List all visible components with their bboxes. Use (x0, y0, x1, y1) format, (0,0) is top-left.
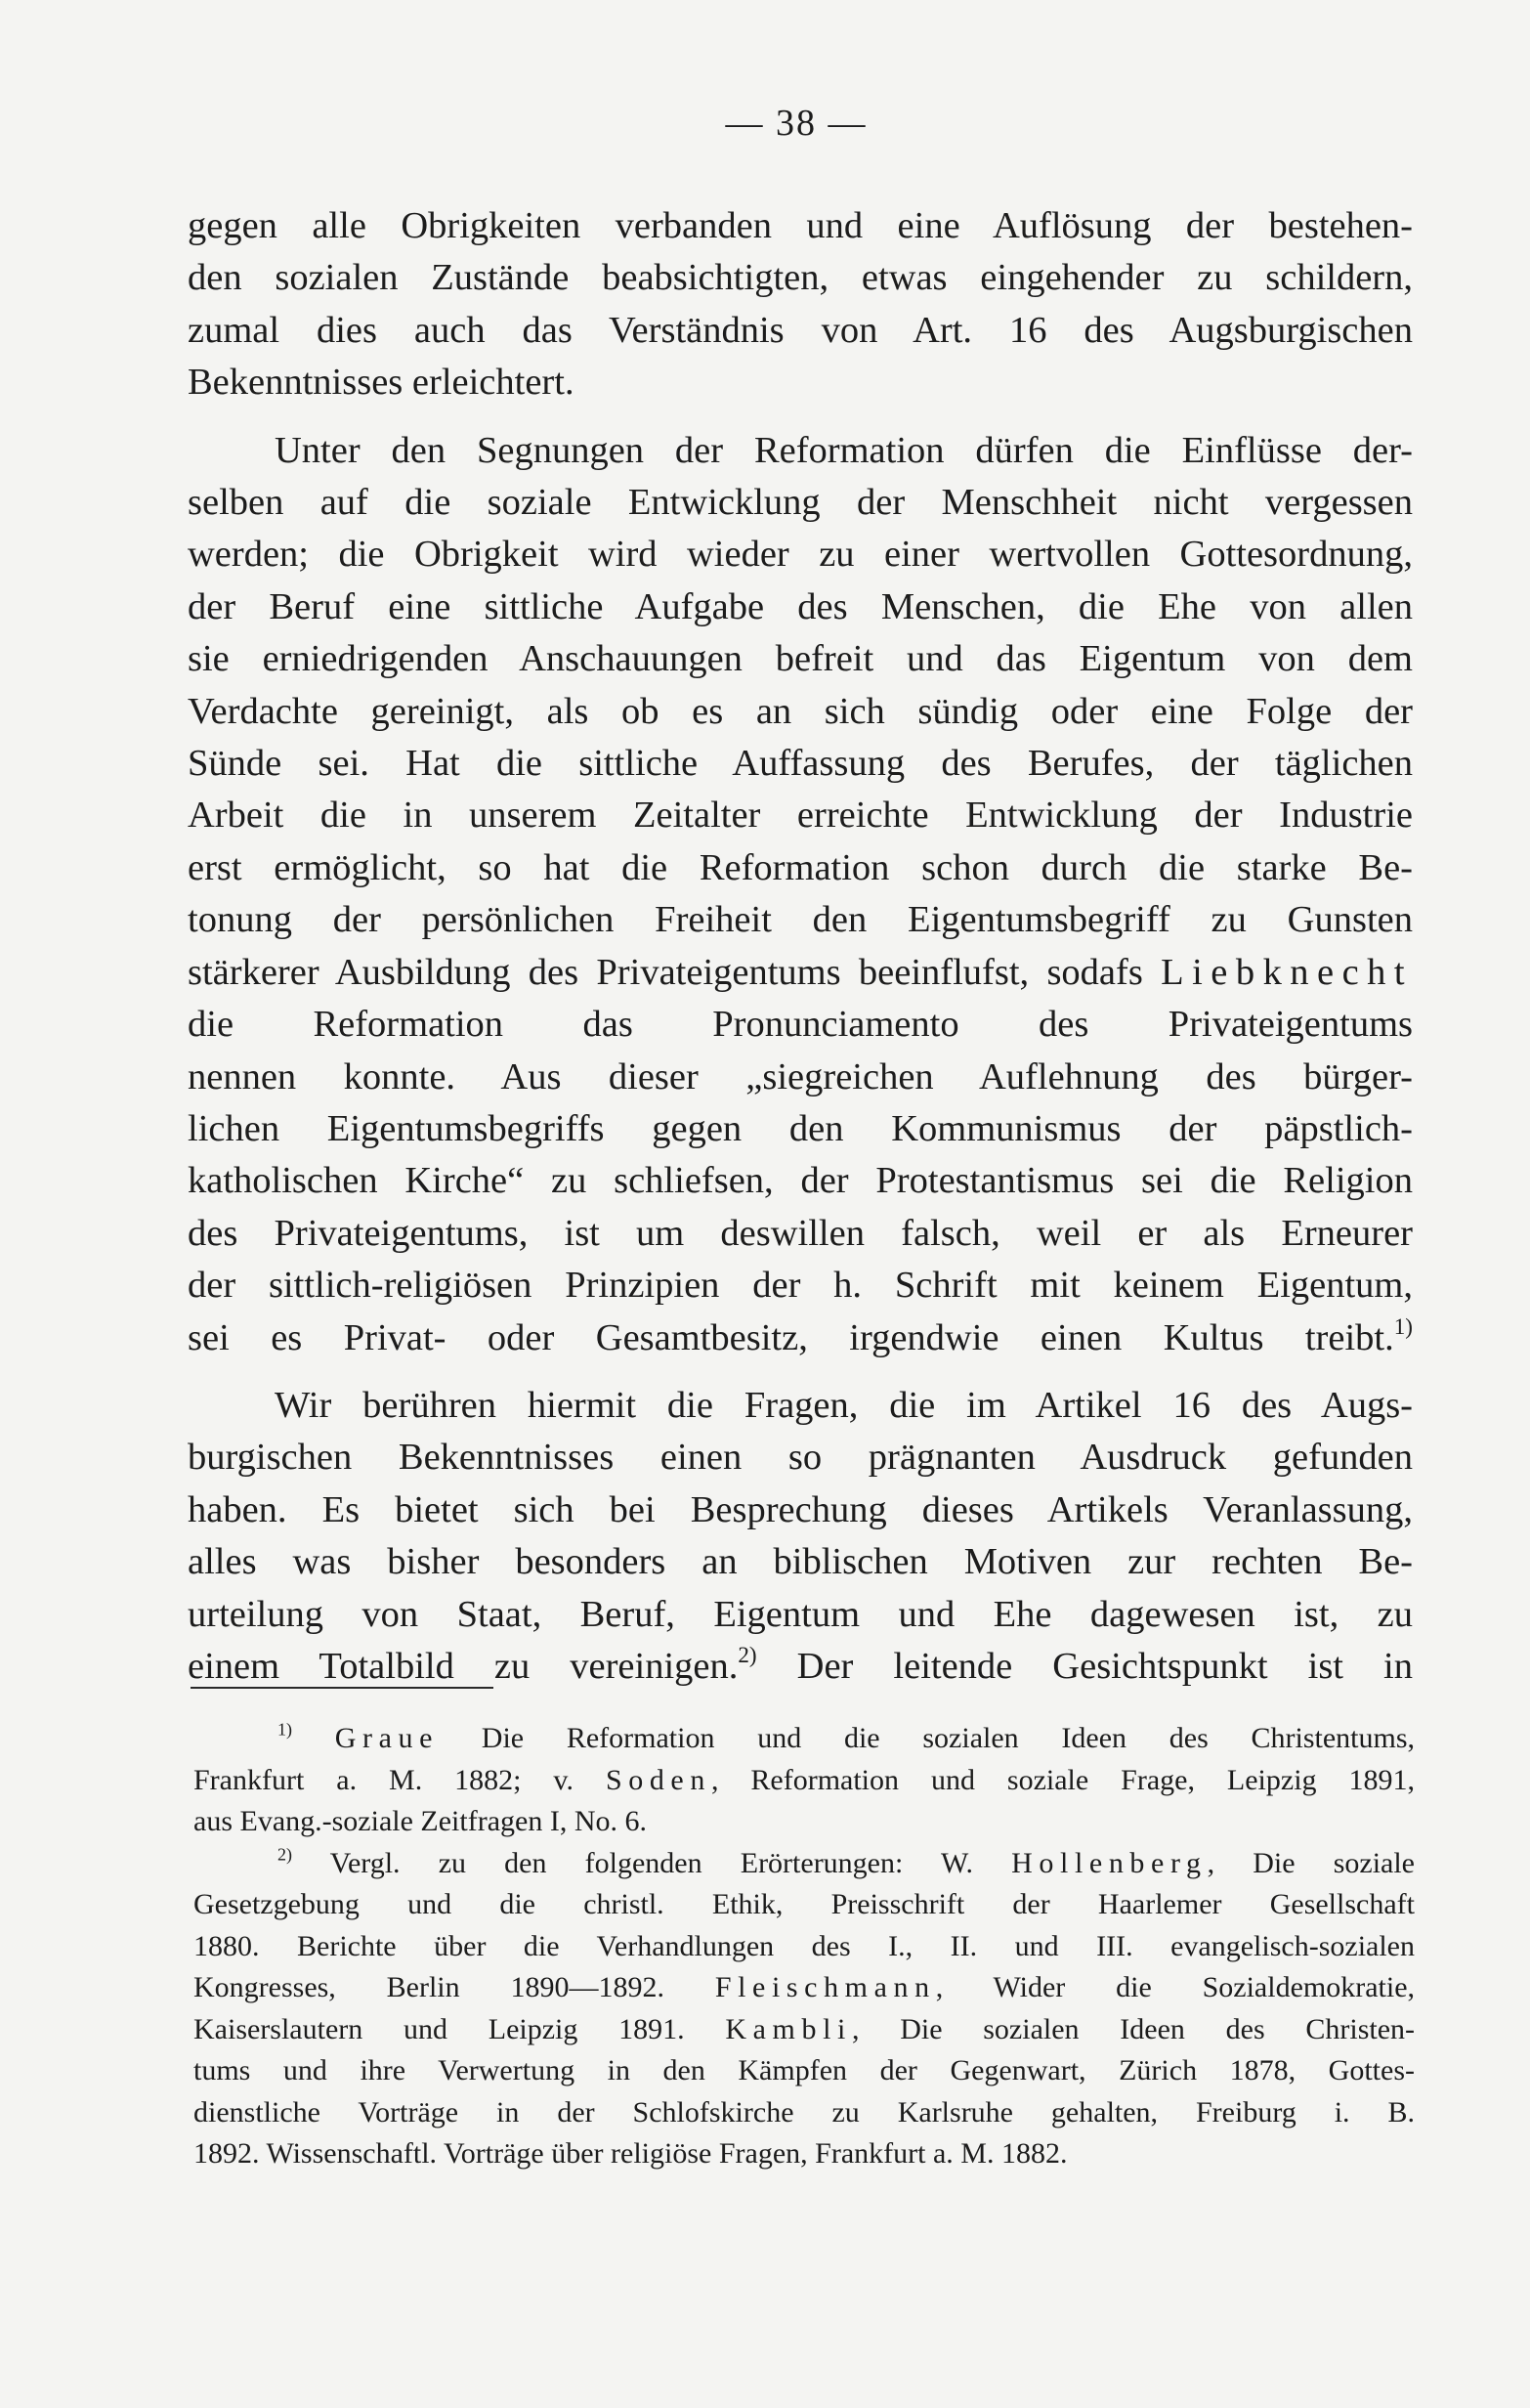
footnote-line: Gesetzgebung und die christl. Ethik, Preisschrift der Haarlemer Gesellschaft (193, 1888, 1415, 1920)
main-text (188, 200, 1413, 1693)
text-span: Die Reformation und die sozialen Ideen des Christentums, (439, 1722, 1416, 1754)
text-line (188, 1641, 1413, 1693)
text-line: urteilung von Staat, Beruf, Eigentum und Ehe dagewesen ist, zu (188, 1593, 1413, 1635)
footnote-divider (191, 1687, 493, 1689)
footnotes (193, 1718, 1415, 2175)
text-line (188, 947, 1413, 999)
footnote-line (193, 1843, 1415, 1885)
footnote-ref[interactable]: 1) (1393, 1312, 1413, 1339)
footnote-line: 1880. Berichte über die Verhandlungen des I., II. und III. evangelisch-sozialen (193, 1929, 1415, 1962)
footnote-line (193, 2009, 1415, 2051)
text-span: , Die soziale (1207, 1846, 1416, 1879)
text-line: zumal dies auch das Verständnis von Art. 16 des Augsburgischen (188, 309, 1413, 351)
author-name: Kambli (725, 2012, 852, 2045)
footnote-line: 1892. Wissenschaftl. Vorträge über religiöse Fragen, Frankfurt a. M. 1882. (193, 2137, 1068, 2170)
text-line: Verdachte gereinigt, als ob es an sich sündig oder eine Folge der (188, 690, 1413, 732)
author-name: Graue (334, 1722, 440, 1754)
author-name: Fleischmann (714, 1971, 936, 2003)
text-line (188, 1312, 1413, 1364)
footnote-line (193, 1718, 1415, 1760)
text-line: sie erniedrigenden Anschauungen befreit und das Eigentum von dem (188, 638, 1413, 680)
page-number: — 38 — (725, 103, 868, 144)
text-line: Arbeit die in unserem Zeitalter erreichte Entwicklung der Industrie (188, 795, 1413, 837)
footnote-line: aus Evang.-soziale Zeitfragen I, No. 6. (193, 1805, 647, 1837)
author-name: Soden (605, 1763, 711, 1796)
text-span: Kaiserslautern und Leipzig 1891. (193, 2012, 685, 2045)
footnote-ref[interactable]: 2) (738, 1641, 757, 1667)
text-span: stärkerer Ausbildung des Privateigentums beeinflufst, sodafs (188, 951, 1143, 993)
text-span: einem Totalbild zu vereinigen. (188, 1645, 739, 1687)
text-line: erst ermöglicht, so hat die Reformation schon durch die starke Be- (188, 846, 1413, 888)
text-line: des Privateigentums, ist um deswillen falsch, weil er als Erneurer (188, 1212, 1413, 1254)
text-line: katholischen Kirche“ zu schliefsen, der Protestantismus sei die Religion (188, 1160, 1413, 1202)
text-line: Unter den Segnungen der Reformation dürfen die Einflüsse der- (275, 429, 1413, 471)
text-line: der Beruf eine sittliche Aufgabe des Menschen, die Ehe von allen (188, 585, 1413, 627)
text-span: , Wider die Sozialdemokratie, (935, 1971, 1416, 2003)
text-line: Bekenntnisses erleichtert. (188, 362, 574, 404)
text-span: Frankfurt a. M. 1882; v. (193, 1763, 574, 1796)
text-line: den sozialen Zustände beabsichtigten, etwas eingehender zu schildern, (188, 257, 1413, 299)
text-span: sei es Privat- oder Gesamtbesitz, irgendwie einen Kultus treibt. (188, 1316, 1394, 1358)
text-span: , Reformation und soziale Frage, Leipzig 1891, (710, 1763, 1415, 1796)
author-name: Liebknecht (1161, 951, 1414, 993)
text-line: gegen alle Obrigkeiten verbanden und eine Auflösung der bestehen- (188, 205, 1413, 246)
text-line: nennen konnte. Aus dieser „siegreichen Auflehnung des bürger- (188, 1055, 1413, 1097)
footnote-marker: 2) (277, 1843, 292, 1864)
footnote-line (193, 1967, 1415, 2009)
text-line: lichen Eigentumsbegriffs gegen den Kommunismus der päpstlich- (188, 1107, 1413, 1149)
footnote-line (193, 1760, 1415, 1802)
text-line: burgischen Bekenntnisses einen so prägnanten Ausdruck gefunden (188, 1437, 1413, 1479)
text-line: selben auf die soziale Entwicklung der Menschheit nicht vergessen (188, 482, 1413, 524)
text-span: , Die sozialen Ideen des Christen- (851, 2012, 1416, 2045)
text-line: der sittlich-religiösen Prinzipien der h. Schrift mit keinem Eigentum, (188, 1265, 1413, 1307)
text-line: tonung der persönlichen Freiheit den Eigentumsbegriff zu Gunsten (188, 899, 1413, 941)
text-line: werden; die Obrigkeit wird wieder zu einer wertvollen Gottesordnung, (188, 534, 1413, 576)
text-line: haben. Es bietet sich bei Besprechung dieses Artikels Veranlassung, (188, 1488, 1413, 1530)
footnote-line: tums und ihre Verwertung in den Kämpfen der Gegenwart, Zürich 1878, Gottes- (193, 2054, 1415, 2086)
text-span: Der leitende Gesichtspunkt ist in (756, 1645, 1413, 1687)
text-span: Kongresses, Berlin 1890—1892. (193, 1971, 664, 2003)
text-span: Vergl. zu den folgenden Erörterungen: W. (292, 1846, 974, 1879)
text-line: die Reformation das Pronunciamento des Privateigentums (188, 1004, 1413, 1046)
footnote-line: dienstliche Vorträge in der Schlofskirche zu Karlsruhe gehalten, Freiburg i. B. (193, 2095, 1415, 2128)
text-line: Wir berühren hiermit die Fragen, die im Artikel 16 des Augs- (275, 1384, 1413, 1426)
text-line: alles was bisher besonders an biblischen Motiven zur rechten Be- (188, 1541, 1413, 1583)
text-line: Sünde sei. Hat die sittliche Auffassung des Berufes, der täglichen (188, 743, 1413, 785)
footnote-marker: 1) (277, 1719, 292, 1740)
author-name: Hollenberg (1011, 1846, 1208, 1879)
